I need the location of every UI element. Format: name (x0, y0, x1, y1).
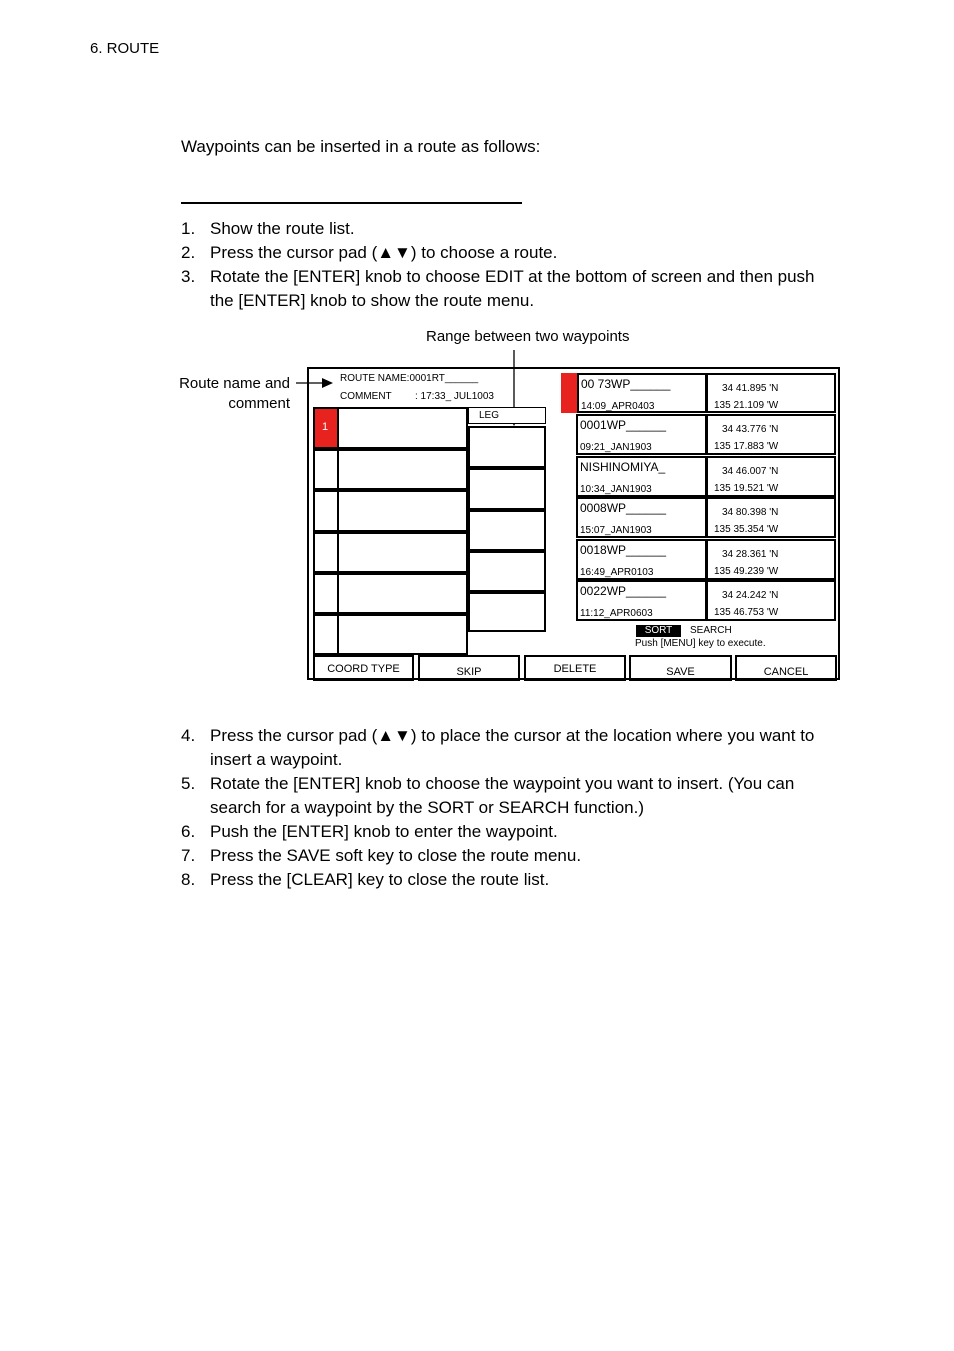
step-number: 5. (181, 774, 196, 793)
waypoint-item[interactable] (576, 497, 707, 538)
intro-text: Waypoints can be inserted in a route as follows: (181, 137, 541, 156)
column-divider (337, 534, 339, 571)
comment-value: : 17:33_ JUL1003 (415, 391, 494, 402)
waypoint-name: 0022WP______ (580, 584, 667, 598)
waypoint-position (706, 456, 836, 497)
waypoint-position (706, 414, 836, 455)
route-row[interactable] (313, 573, 468, 614)
waypoint-position (706, 497, 836, 538)
step-item (181, 844, 841, 868)
waypoint-item[interactable] (576, 414, 707, 455)
route-row[interactable] (313, 407, 468, 449)
waypoint-latitude: 34 43.776 'N (722, 424, 779, 435)
step-item (181, 868, 841, 892)
step-item (181, 772, 841, 820)
step-number: 1. (181, 219, 196, 238)
waypoint-name: 00 73WP______ (581, 377, 671, 391)
waypoint-longitude: 135 21.109 'W (714, 400, 779, 411)
step-number: 8. (181, 870, 196, 889)
route-name-label: ROUTE NAME:0001RT______ (340, 373, 479, 384)
row-number: 1 (322, 421, 329, 433)
step-text: Rotate the [ENTER] knob to choose EDIT at the bottom of screen and then push the [ENTER] knob to show the route menu. (210, 267, 815, 310)
comment-label: COMMENT (340, 391, 392, 402)
column-divider (337, 451, 339, 488)
waypoint-position (706, 580, 836, 621)
waypoint-position (706, 373, 836, 413)
waypoint-name: 0018WP______ (580, 543, 667, 557)
step-number: 6. (181, 822, 196, 841)
step-item (181, 820, 841, 844)
delete-softkey[interactable]: DELETE (524, 655, 626, 681)
waypoint-longitude: 135 19.521 'W (714, 483, 779, 494)
leg-cell (468, 426, 546, 468)
column-divider (337, 409, 339, 447)
column-divider (337, 616, 339, 653)
cancel-softkey[interactable]: CANCEL (735, 655, 837, 681)
leg-cell (468, 592, 546, 632)
waypoint-date: 15:07_JAN1903 (580, 525, 652, 536)
step-text: Show the route list. (210, 219, 355, 238)
save-softkey[interactable]: SAVE (629, 655, 732, 681)
range-callout: Range between two waypoints (426, 328, 630, 345)
route-row[interactable] (313, 614, 468, 655)
step-number: 4. (181, 726, 196, 745)
step-text: Press the SAVE soft key to close the route menu. (210, 846, 582, 865)
leg-cell (468, 551, 546, 592)
waypoint-latitude: 34 28.361 'N (722, 549, 779, 560)
waypoint-position (706, 539, 836, 580)
search-button[interactable]: SEARCH (690, 625, 732, 636)
waypoint-date: 11:12_APR0603 (580, 608, 653, 619)
route-name-callout-line2: comment (228, 395, 290, 412)
waypoint-latitude: 34 41.895 'N (722, 383, 779, 394)
waypoint-item[interactable] (577, 373, 707, 413)
sort-button[interactable]: SORT (636, 625, 681, 637)
route-name-callout-line1: Route name and (179, 375, 290, 392)
waypoint-item[interactable] (576, 539, 707, 580)
coord-type-softkey[interactable]: COORD TYPE (313, 655, 414, 681)
waypoint-longitude: 135 35.354 'W (714, 524, 779, 535)
waypoint-date: 14:09_APR0403 (581, 401, 655, 412)
page-header: 6. ROUTE (90, 40, 160, 57)
waypoint-longitude: 135 17.883 'W (714, 441, 779, 452)
step-text: Press the [CLEAR] key to close the route list. (210, 870, 550, 889)
waypoint-name: 0008WP______ (580, 501, 667, 515)
step-number: 7. (181, 846, 196, 865)
waypoint-item[interactable] (576, 580, 707, 621)
waypoint-date: 09:21_JAN1903 (580, 442, 652, 453)
route-row[interactable] (313, 449, 468, 490)
step-text: Rotate the [ENTER] knob to choose the waypoint you want to insert. (You can search for a waypoint by the SORT or SEARCH function.) (210, 774, 795, 817)
step-number: 2. (181, 243, 196, 262)
leg-cell (468, 468, 546, 510)
waypoint-cursor-marker (561, 373, 577, 413)
step-number: 3. (181, 267, 196, 286)
waypoint-date: 10:34_JAN1903 (580, 484, 652, 495)
leg-header-label: LEG (479, 410, 500, 421)
route-row[interactable] (313, 490, 468, 532)
column-divider (337, 575, 339, 612)
step-text: Press the cursor pad (▲▼) to place the cursor at the location where you want to insert a waypoint. (210, 726, 815, 769)
waypoint-latitude: 34 24.242 'N (722, 590, 779, 601)
column-divider (337, 492, 339, 530)
route-menu-screen (307, 367, 840, 680)
leg-cell (468, 510, 546, 551)
waypoint-item[interactable] (576, 456, 707, 497)
leg-header (468, 407, 546, 424)
steps-list-2 (181, 724, 841, 892)
menu-hint: Push [MENU] key to execute. (635, 638, 766, 649)
route-row[interactable] (313, 532, 468, 573)
waypoint-name: 0001WP______ (580, 418, 667, 432)
waypoint-date: 16:49_APR0103 (580, 567, 654, 578)
waypoint-latitude: 34 80.398 'N (722, 507, 779, 518)
step-text: Press the cursor pad (▲▼) to choose a route. (210, 243, 558, 262)
waypoint-latitude: 34 46.007 'N (722, 466, 779, 477)
waypoint-name: NISHINOMIYA_ (580, 460, 666, 474)
step-item (181, 724, 841, 772)
waypoint-longitude: 135 49.239 'W (714, 566, 779, 577)
skip-softkey[interactable]: SKIP (418, 655, 520, 681)
waypoint-longitude: 135 46.753 'W (714, 607, 779, 618)
step-text: Push the [ENTER] knob to enter the waypoint. (210, 822, 558, 841)
